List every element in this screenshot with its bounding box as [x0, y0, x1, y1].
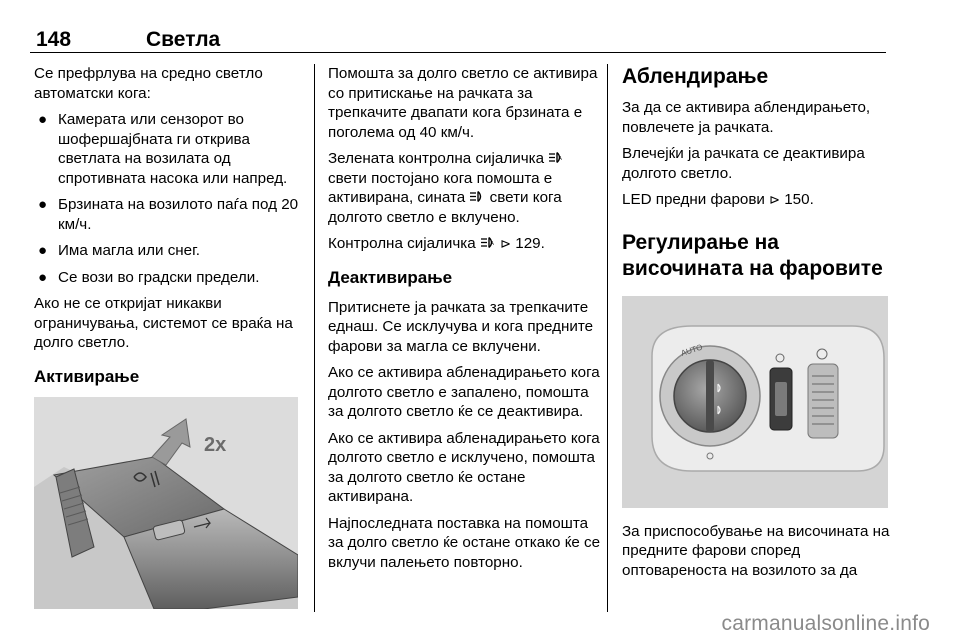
bullet-icon: ● [38, 268, 48, 286]
list-item: ● Камерата или сензорот во шофершајбната ги открива светлата на возилата од спротивната насока или напред. [38, 111, 288, 187]
list-item: ● Се вози во градски предели. [38, 268, 260, 286]
condition-list [34, 110, 300, 287]
press-twice-label: 2x [204, 433, 227, 456]
dipping-on-paragraph: Ако се активира абленадирањето кога долгото светло е запалено, помошта за долгото светло ќе се деактивира. [328, 364, 600, 420]
high-beam-assist-icon [480, 236, 496, 249]
column-divider-1 [314, 64, 315, 612]
light-switch-illustration [622, 296, 888, 508]
page-ref-arrow-icon: ⊳ [769, 192, 781, 207]
bullet-icon: ● [38, 242, 48, 259]
column-3 [622, 64, 890, 587]
watermark: carmanualsonline.info [721, 612, 930, 635]
heading-deactivation: Деактивирање [328, 267, 453, 287]
heading-headlight-range: Регулирање на височината на фаровите [622, 230, 883, 280]
led-reference: LED предни фарови ⊳ 150. [622, 191, 814, 208]
activation-paragraph: Помошта за долго светло се активира со притискање на рачката за трепкачите двапати кога брзината е поголема од 40 км/ч. [328, 65, 598, 141]
headlight-range-paragraph: За приспособување на височината на предните фарови според оптовареноста на возилото за да [622, 522, 890, 579]
column-1 [34, 64, 300, 609]
turn-signal-stalk-illustration [34, 397, 298, 609]
light-switch-figure [622, 296, 888, 508]
bullet-icon: ● [38, 111, 48, 128]
stalk-figure [34, 397, 298, 609]
header-rule [30, 52, 886, 53]
auto-label: AUTO [679, 342, 704, 358]
high-beam-off-paragraph: Влечејќи ја рачката се деактивира долгото светло. [622, 145, 865, 182]
list-item: ● Брзината на возилото паѓа под 20 км/ч. [38, 196, 299, 233]
dipping-off-paragraph: Ако се активира абленадирањето кога долгото светло е исклучено, помошта за долгото светло ќе остане активирана. [328, 429, 600, 505]
heading-dipping: Аблендирање [622, 65, 769, 88]
chapter-title: Светла [146, 28, 221, 51]
deactivation-paragraph: Притиснете ја рачката за трепкачите еднаш. Се исклучува и кога предните фарови за магла се вклучени. [328, 298, 594, 355]
bullet-icon: ● [38, 196, 48, 213]
column-divider-2 [607, 64, 608, 612]
column-2 [328, 64, 602, 579]
high-beam-assist-icon [548, 151, 564, 164]
svg-text:A: A [490, 241, 494, 247]
page-number: 148 [36, 28, 72, 51]
dipping-paragraph: За да се активира аблендирањето, повлечете ја рачката. [622, 99, 871, 136]
heading-activation: Активирање [34, 366, 140, 386]
intro-paragraph: Се префрлува на средно светло автоматски кога: [34, 65, 263, 102]
indicator-paragraph: Зелената контролна сијаличка A свети постојано кога помошта е активирана, сината свети кога долгото светло е вклучено. [328, 149, 602, 227]
fallback-paragraph: Ако не се откријат никакви ограничувања, системот се враќа на долго светло. [34, 295, 293, 351]
indicator-reference: Контролна сијаличка A ⊳ 129. [328, 235, 545, 252]
page-ref-arrow-icon: ⊳ [500, 236, 512, 251]
list-item: ● Има магла или снег. [38, 242, 201, 259]
last-setting-paragraph: Најпоследната поставка на помошта за долго светло ќе остане откако ќе се вклучи палењето повторно. [328, 514, 601, 571]
high-beam-icon [469, 190, 485, 203]
svg-text:A: A [558, 156, 563, 162]
